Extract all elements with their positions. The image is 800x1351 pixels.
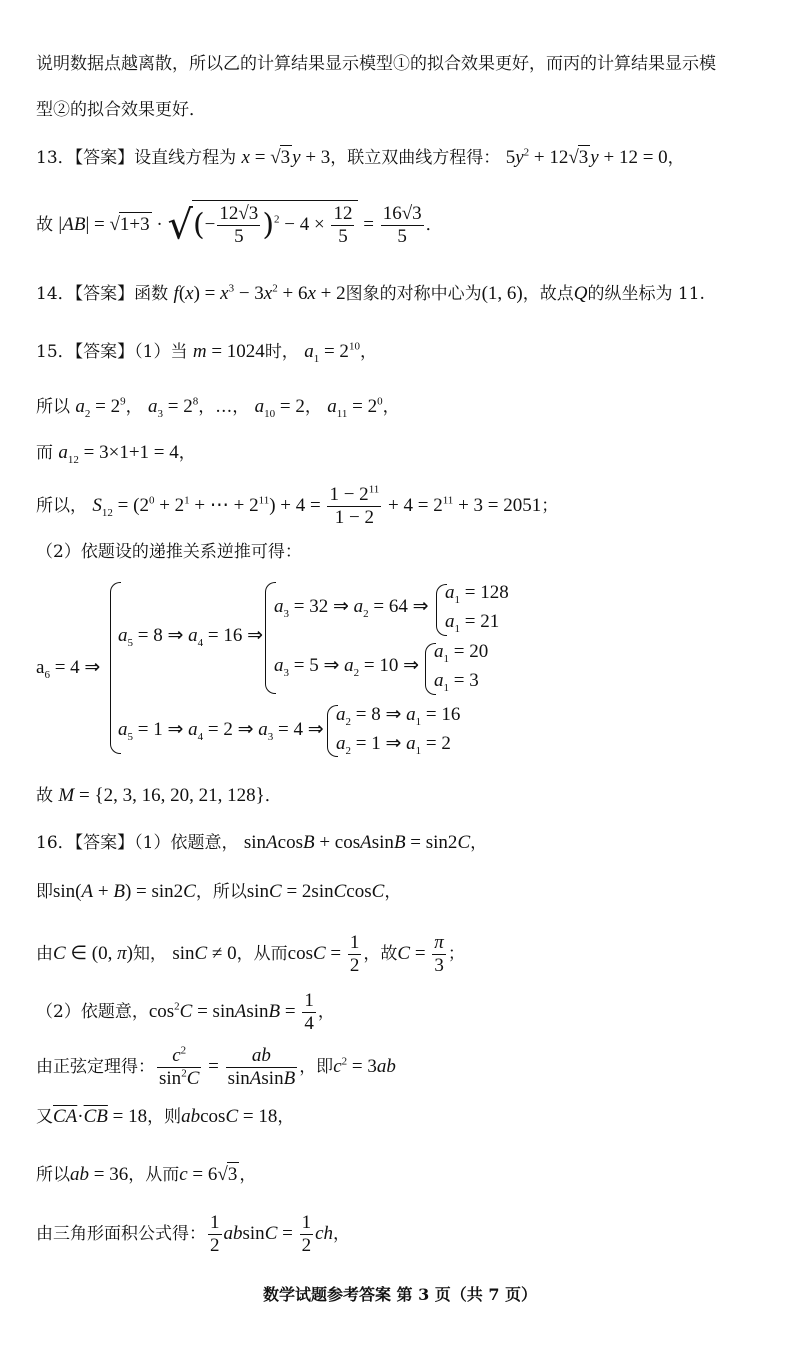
q15-line-1: 15．【答案】（1）当 m = 1024时， $a_1 = 2^{10}$， [36, 340, 377, 365]
q13-length-line: 故 |AB| = √1+3 · √(− $\frac{12√3}{5}$ )$^2$ − 4 × $\frac{12}{5}$ = $\frac{16√3}{5}$ ． [36, 200, 443, 248]
text-line: 说明数据点越离散，所以乙的计算结果显示模型①的拟合效果更好，而丙的计算结果显示模 [36, 54, 716, 74]
q15-result: 故 M = {2, 3, 16, 20, 21, 128}． [36, 785, 282, 806]
q16-line-8: 由三角形面积公式得： $\frac{1}{2}$ absinC = $\frac{1}{2}$ ch， [36, 1212, 351, 1256]
q16-line-3: 由C ∈ (0, π)知， sinC ≠ 0，从而cosC = $\frac{1}{2}$ ，故C = $\frac{\pi}{3}$ ； [36, 932, 465, 976]
page-footer: 数学试题参考答案 第 3 页（共 7 页） [262, 1285, 538, 1304]
q16-line-2: 即sin(A + B) = sin2C，所以sinC = 2sinCcosC， [36, 881, 402, 902]
q16-line-4: （2）依题意，$\cos^2C$ = sinAsinB = $\frac{1}{4}$ ， [36, 990, 335, 1034]
q16-line-5: 由正弦定理得： $\frac{c^2}{\sin^2C}$ = $\frac{ab}{\text{sinAsinB}}$ ，即$c^2 = 3ab$ [36, 1044, 396, 1089]
q13-line: 13．【答案】设直线方程为 x = √3 y + 3，联立双曲线方程得： $5y^2 + 12√3$ y + 12 = 0， [36, 146, 685, 168]
q16-line-6: 又$\overline{CA}\cdot\overline{CB} = 18$，则abcosC = 18， [36, 1106, 295, 1127]
q15-line-2: 所以 $a_2 = 2^9$， $a_3 = 2^8$，…， $a_{10} = 2$， $a_{11} = 2^0$， [36, 395, 400, 420]
q15-part2: （2）依题设的递推关系逆推可得： [36, 542, 302, 562]
text-line: 型②的拟合效果更好． [36, 100, 206, 120]
q14-line: 14．【答案】函数 $f(x) = x^3 - 3x^2 + 6x + 2$图象的对称中心为(1, 6)，故点Q的纵坐标为 11. [36, 282, 705, 304]
q15-line-3: 而 $a_{12} = 3\times 1+1 = 4$， [36, 442, 196, 466]
q15-line-4: 所以， $S_{12} = (2^0 + 2^1$ + ⋯ + $2^{11}) + 4$ = $\frac{1 - 2^{11}}{1 - 2}$ + $4 = 2^{11} + 3 = 2051$； [36, 483, 559, 528]
q16-line-7: 所以ab = 36，从而c = 6√3 ， [36, 1164, 257, 1185]
q16-line-1: 16．【答案】（1）依题意， sinAcosB + cosAsinB = sin2C， [36, 832, 488, 853]
